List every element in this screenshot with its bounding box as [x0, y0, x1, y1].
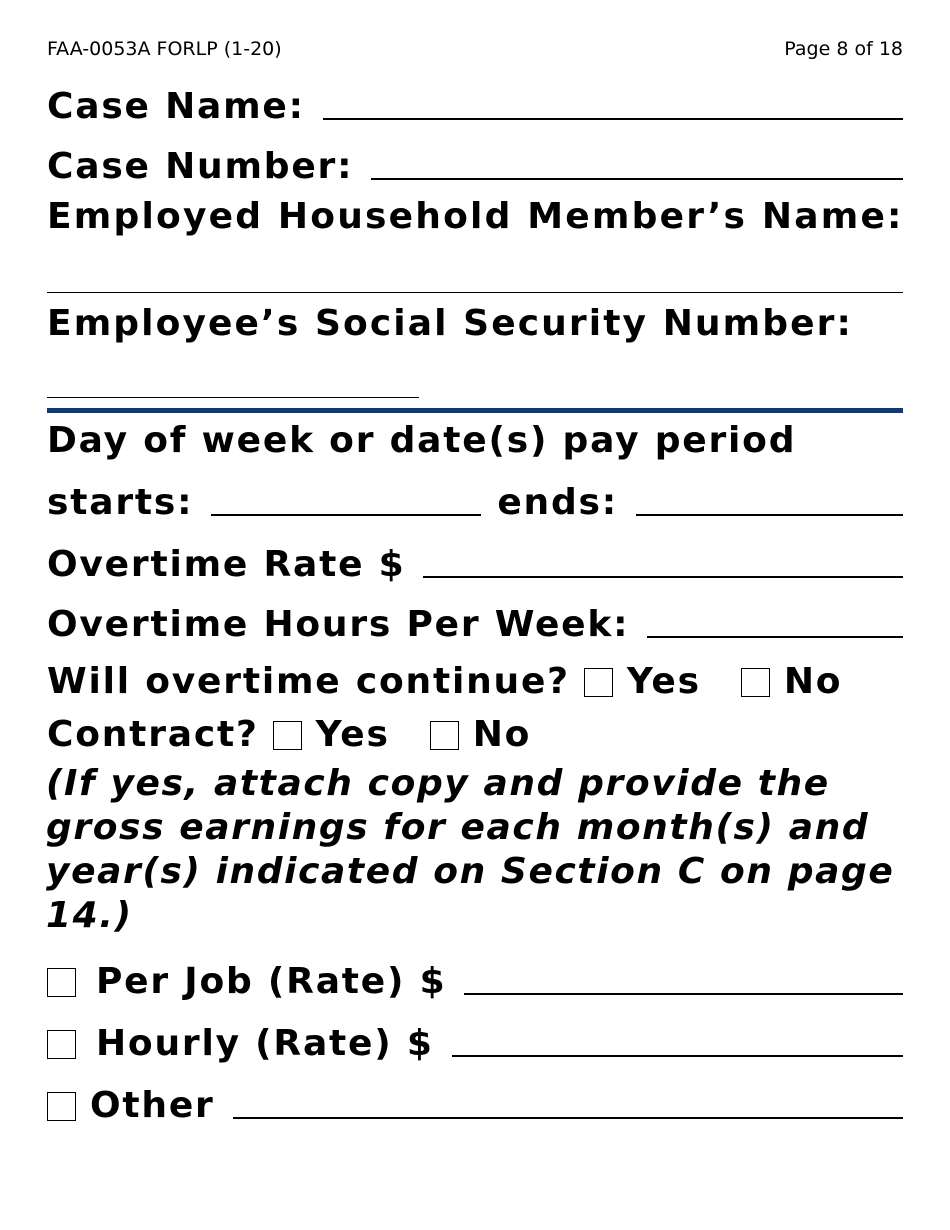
overtime-rate-input-line[interactable] — [423, 576, 903, 578]
employee-ssn-row — [47, 303, 903, 345]
per-job-row — [47, 961, 903, 1003]
case-number-input-line[interactable] — [371, 178, 903, 180]
employed-member-name-label: Employed Household Member’s Name: — [47, 196, 904, 237]
contract-yes-label: Yes — [315, 714, 390, 755]
overtime-continue-label: Will overtime continue? — [47, 661, 570, 702]
overtime-continue-row — [47, 661, 903, 703]
overtime-hours-row — [47, 604, 903, 646]
contract-yes-checkbox[interactable] — [273, 721, 302, 750]
employee-ssn-input-line[interactable] — [47, 397, 419, 398]
overtime-hours-input-line[interactable] — [647, 636, 903, 638]
section-divider — [47, 408, 903, 413]
per-job-checkbox[interactable] — [47, 968, 76, 997]
other-input-line[interactable] — [233, 1117, 903, 1119]
other-row — [47, 1085, 903, 1127]
starts-input-line[interactable] — [211, 514, 481, 516]
overtime-continue-yes-label: Yes — [626, 661, 701, 702]
starts-label: starts: — [47, 482, 194, 523]
employed-member-name-row — [47, 196, 903, 238]
overtime-continue-no-checkbox[interactable] — [741, 668, 770, 697]
per-job-label: Per Job (Rate) $ — [96, 961, 447, 1002]
contract-note: (If yes, attach copy and provide the gross earnings for each month(s) and year(s) indicated on Section C on page 14.) — [46, 763, 895, 936]
overtime-continue-yes-checkbox[interactable] — [584, 668, 613, 697]
contract-row — [47, 714, 903, 756]
other-checkbox[interactable] — [47, 1092, 76, 1121]
contract-no-checkbox[interactable] — [430, 721, 459, 750]
case-number-label: Case Number: — [47, 146, 354, 187]
ends-input-line[interactable] — [636, 514, 903, 516]
per-job-input-line[interactable] — [464, 993, 903, 995]
pay-period-dates-row — [47, 482, 903, 524]
other-label: Other — [90, 1085, 215, 1126]
contract-no-label: No — [472, 714, 532, 755]
form-id: FAA-0053A FORLP (1-20) — [47, 38, 282, 60]
contract-label: Contract? — [47, 714, 259, 755]
overtime-rate-label: Overtime Rate $ — [47, 544, 406, 585]
employed-member-name-input-line[interactable] — [47, 292, 903, 293]
pay-period-label: Day of week or date(s) pay period — [47, 420, 797, 461]
page-number: Page 8 of 18 — [784, 38, 903, 60]
hourly-row — [47, 1023, 903, 1065]
case-number-row — [47, 146, 903, 188]
overtime-rate-row — [47, 544, 903, 586]
overtime-continue-no-label: No — [783, 661, 843, 702]
hourly-label: Hourly (Rate) $ — [96, 1023, 434, 1064]
employee-ssn-label: Employee’s Social Security Number: — [47, 303, 854, 344]
pay-period-row — [47, 420, 903, 462]
case-name-row — [47, 86, 903, 128]
hourly-input-line[interactable] — [452, 1055, 903, 1057]
ends-label: ends: — [497, 482, 618, 523]
case-name-label: Case Name: — [47, 86, 305, 127]
overtime-hours-label: Overtime Hours Per Week: — [47, 604, 630, 645]
case-name-input-line[interactable] — [323, 118, 903, 120]
hourly-checkbox[interactable] — [47, 1030, 76, 1059]
